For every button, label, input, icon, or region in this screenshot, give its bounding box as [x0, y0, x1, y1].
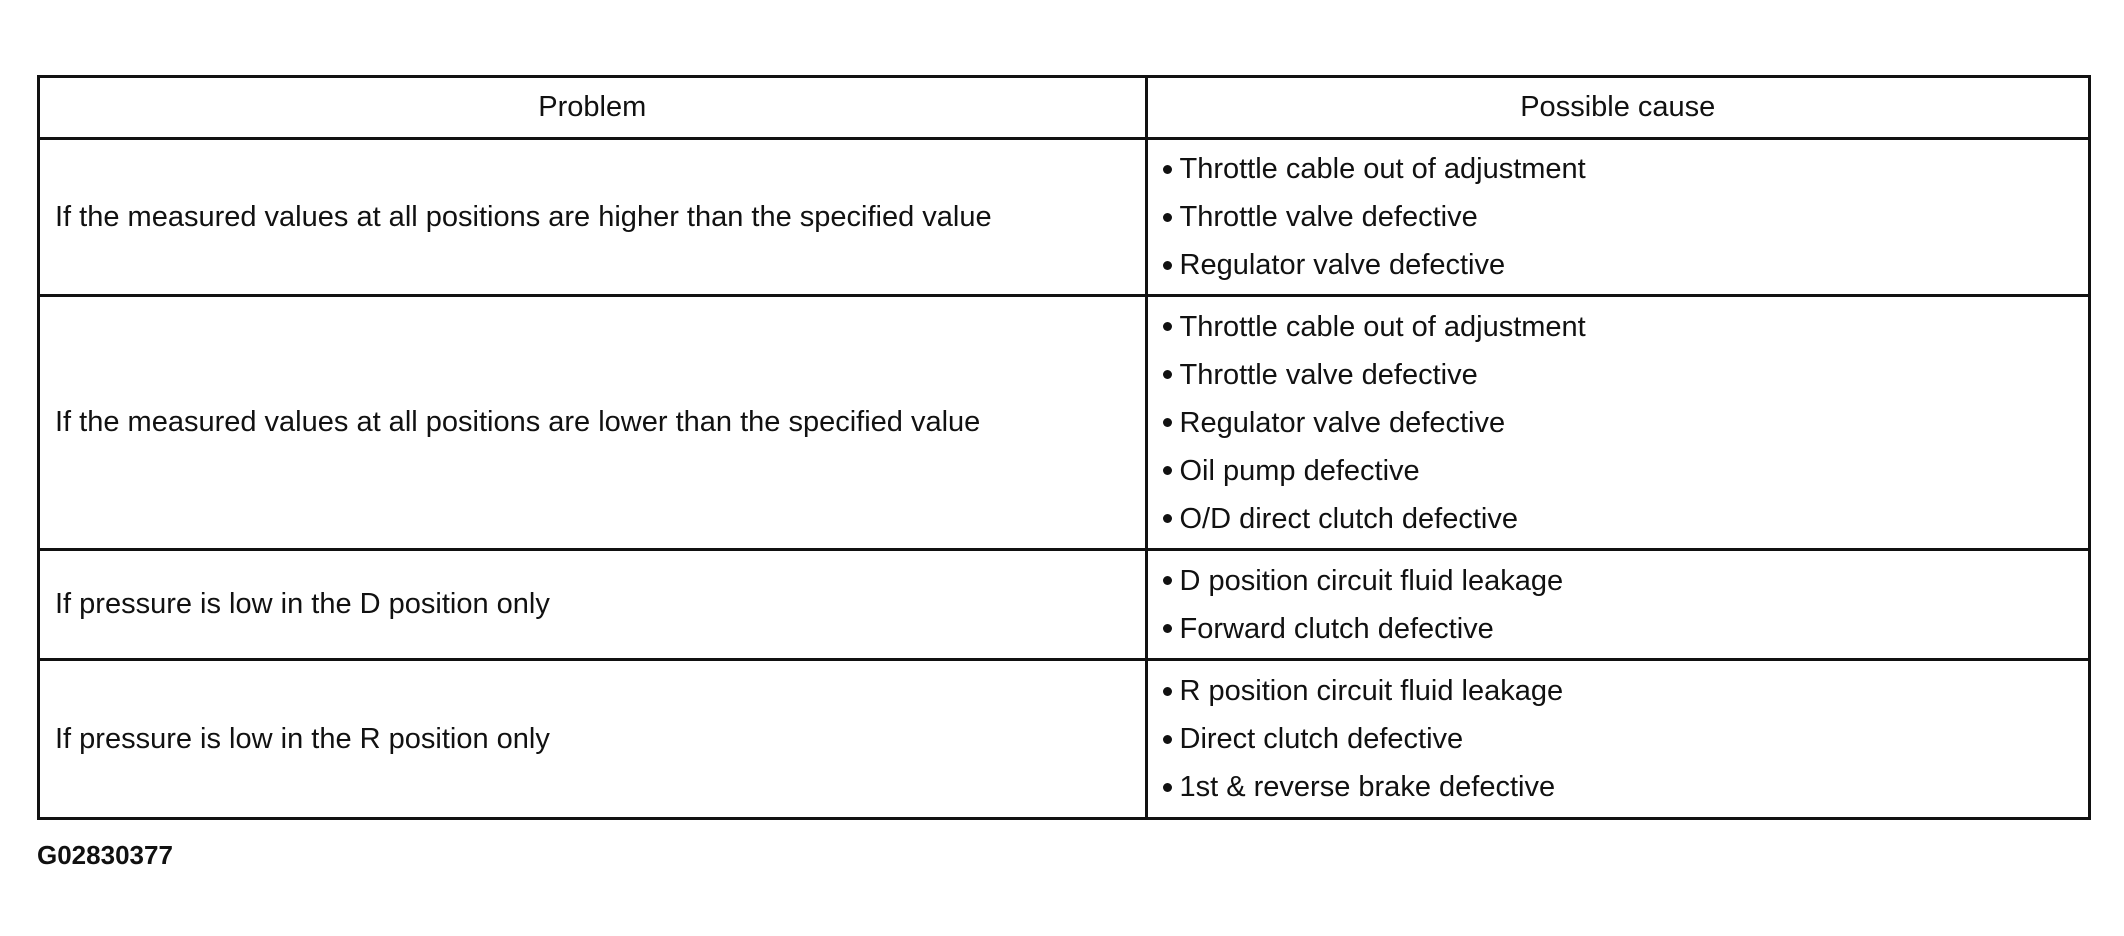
problem-cell: If the measured values at all positions are lower than the specified value [40, 296, 1146, 550]
diagnosis-table [40, 78, 2088, 817]
list-item [1163, 303, 2089, 351]
list-item [1163, 715, 2089, 763]
bullet-icon [1163, 514, 1172, 523]
cause-text: 1st & reverse brake defective [1179, 771, 1556, 804]
cause-list [1163, 667, 2089, 811]
cause-text: D position circuit fluid leakage [1179, 564, 1564, 597]
list-item [1163, 145, 2089, 193]
header-problem: Problem [40, 78, 1146, 139]
bullet-icon [1163, 261, 1172, 270]
bullet-icon [1163, 576, 1172, 585]
cause-text: Throttle valve defective [1179, 201, 1478, 234]
cause-text: Regulator valve defective [1179, 249, 1506, 282]
cause-text: Forward clutch defective [1179, 612, 1494, 645]
cause-text: Throttle cable out of adjustment [1179, 153, 1586, 186]
bullet-icon [1163, 322, 1172, 331]
list-item [1163, 399, 2089, 447]
cause-cell [1146, 550, 2088, 660]
header-possible-cause: Possible cause [1146, 78, 2088, 139]
list-item [1163, 351, 2089, 399]
list-item [1163, 763, 2089, 811]
bullet-icon [1163, 370, 1172, 379]
bullet-icon [1163, 687, 1172, 696]
list-item [1163, 667, 2089, 715]
diagnosis-table-container [37, 75, 2091, 820]
table-row [40, 660, 2088, 817]
list-item [1163, 495, 2089, 543]
list-item [1163, 605, 2089, 653]
bullet-icon [1163, 213, 1172, 222]
table-row [40, 550, 2088, 660]
bullet-icon [1163, 418, 1172, 427]
problem-cell: If pressure is low in the R position only [40, 660, 1146, 817]
cause-cell [1146, 139, 2088, 296]
cause-text: O/D direct clutch defective [1179, 502, 1518, 535]
list-item [1163, 241, 2089, 289]
list-item [1163, 193, 2089, 241]
table-row [40, 296, 2088, 550]
cause-text: Direct clutch defective [1179, 723, 1464, 756]
table-header-row [40, 78, 2088, 139]
bullet-icon [1163, 783, 1172, 792]
cause-text: Oil pump defective [1179, 454, 1420, 487]
bullet-icon [1163, 624, 1172, 633]
problem-cell: If the measured values at all positions are higher than the specified value [40, 139, 1146, 296]
list-item [1163, 557, 2089, 605]
cause-cell [1146, 660, 2088, 817]
problem-cell: If pressure is low in the D position only [40, 550, 1146, 660]
figure-id-label: G02830377 [37, 840, 173, 870]
cause-cell [1146, 296, 2088, 550]
cause-list [1163, 557, 2089, 653]
cause-text: R position circuit fluid leakage [1179, 675, 1564, 708]
cause-text: Regulator valve defective [1179, 406, 1506, 439]
bullet-icon [1163, 165, 1172, 174]
cause-list [1163, 145, 2089, 289]
cause-text: Throttle valve defective [1179, 358, 1478, 391]
table-row [40, 139, 2088, 296]
cause-list [1163, 303, 2089, 543]
cause-text: Throttle cable out of adjustment [1179, 310, 1586, 343]
bullet-icon [1163, 466, 1172, 475]
bullet-icon [1163, 735, 1172, 744]
list-item [1163, 447, 2089, 495]
